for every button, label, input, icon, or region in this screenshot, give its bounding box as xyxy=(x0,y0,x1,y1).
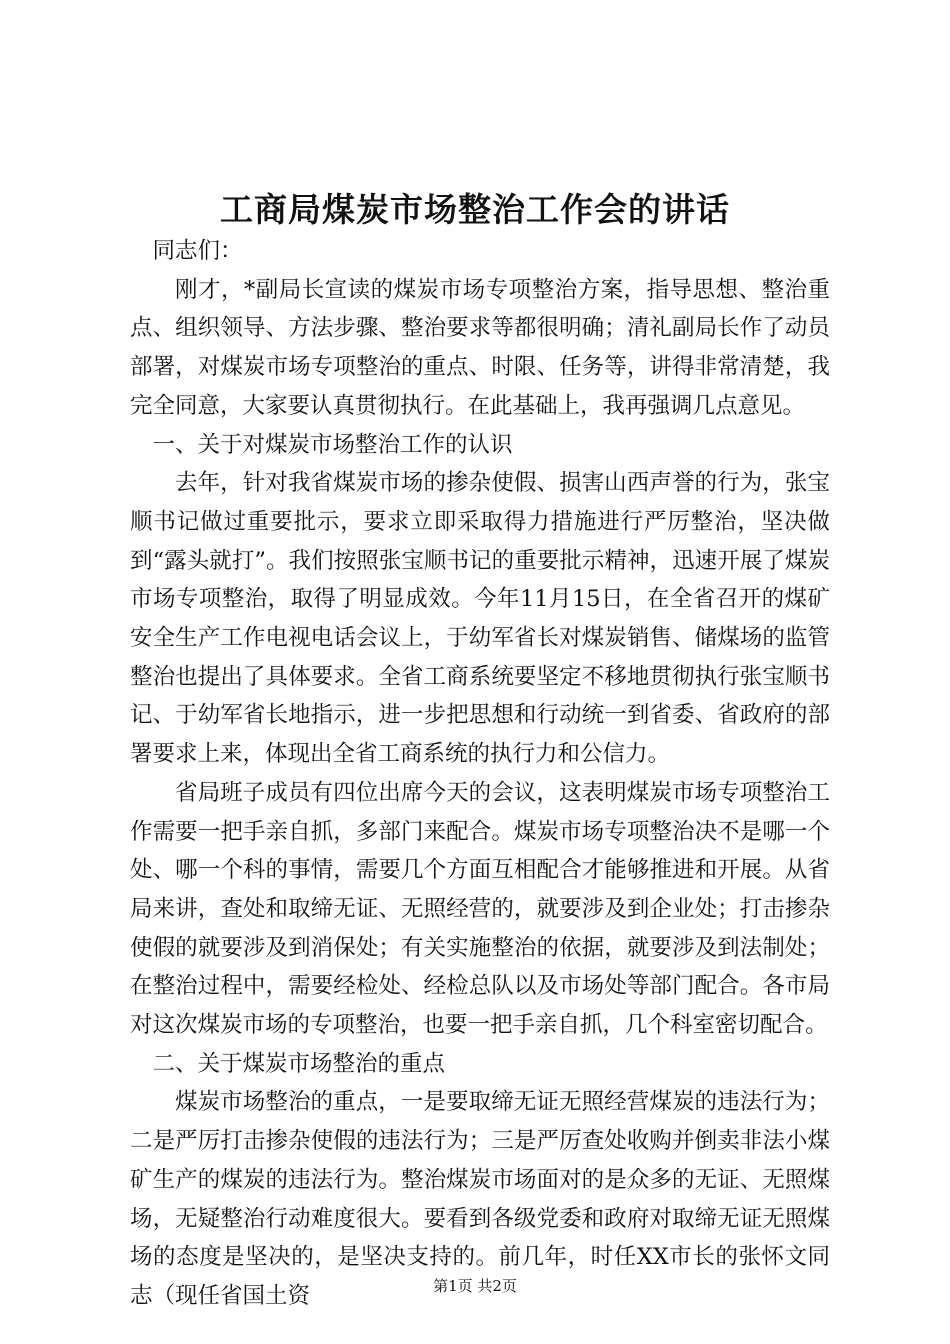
paragraph-section2-a: 煤炭市场整治的重点，一是要取缔无证无照经营煤炭的违法行为；二是严厉打击掺杂使假的违法行为；三是严厉查处收购并倒卖非法小煤矿生产的煤炭的违法行为。整治煤炭市场面对的是众多的无证、无照煤场，无疑整治行动难度很大。要看到各级党委和政府对取缔无证无照煤场的态度是坚决的，是坚决支持的。前几年，时任XX市长的张怀文同志（现任省国土资 xyxy=(130,1089,830,1309)
section-heading-1: 一、关于对煤炭市场整治工作的认识 xyxy=(152,431,513,458)
paragraph-section1-b: 省局班子成员有四位出席今天的会议，这表明煤炭市场专项整治工作需要一把手亲自抓，多部门来配合。煤炭市场专项整治决不是哪一个处、哪一个科的事情，需要几个方面互相配合才能够推进和开展。从省局来讲，查处和取缔无证、无照经营的，就要涉及到企业处；打击掺杂使假的就要涉及到消保处；有关实施整治的依据，就要涉及到法制处；在整治过程中，需要经检处、经检总队以及市场处等部门配合。各市局对这次煤炭市场的专项整治，也要一把手亲自抓，几个科室密切配合。 xyxy=(130,779,830,1039)
paragraph-intro: 刚才，*副局长宣读的煤炭市场专项整治方案，指导思想、整治重点、组织领导、方法步骤、整治要求等都很明确；清礼副局长作了动员部署，对煤炭市场专项整治的重点、时限、任务等，讲得非常清楚，我完全同意，大家要认真贯彻执行。在此基础上，我再强调几点意见。 xyxy=(130,276,830,419)
salutation: 同志们： xyxy=(152,238,243,264)
paragraph-section1-a: 去年，针对我省煤炭市场的掺杂使假、损害山西声誉的行为，张宝顺书记做过重要批示，要求立即采取得力措施进行严厉整治，坚决做到“露头就打”。我们按照张宝顺书记的重要批示精神，迅速开展了煤炭市场专项整治，取得了明显成效。今年11月15日，在全省召开的煤矿安全生产工作电视电话会议上，于幼军省长对煤炭销售、储煤场的监管整治也提出了具体要求。全省工商系统要坚定不移地贯彻执行张宝顺书记、于幼军省长地指示，进一步把思想和行动统一到省委、省政府的部署要求上来，体现出全省工商系统的执行力和公信力。 xyxy=(130,470,830,768)
section-heading-2: 二、关于煤炭市场整治的重点 xyxy=(152,1050,446,1077)
document-title: 工商局煤炭市场整治工作会的讲话 xyxy=(220,190,730,229)
page-footer: 第1页 共2页 xyxy=(433,1277,517,1295)
document-body xyxy=(130,232,830,1316)
